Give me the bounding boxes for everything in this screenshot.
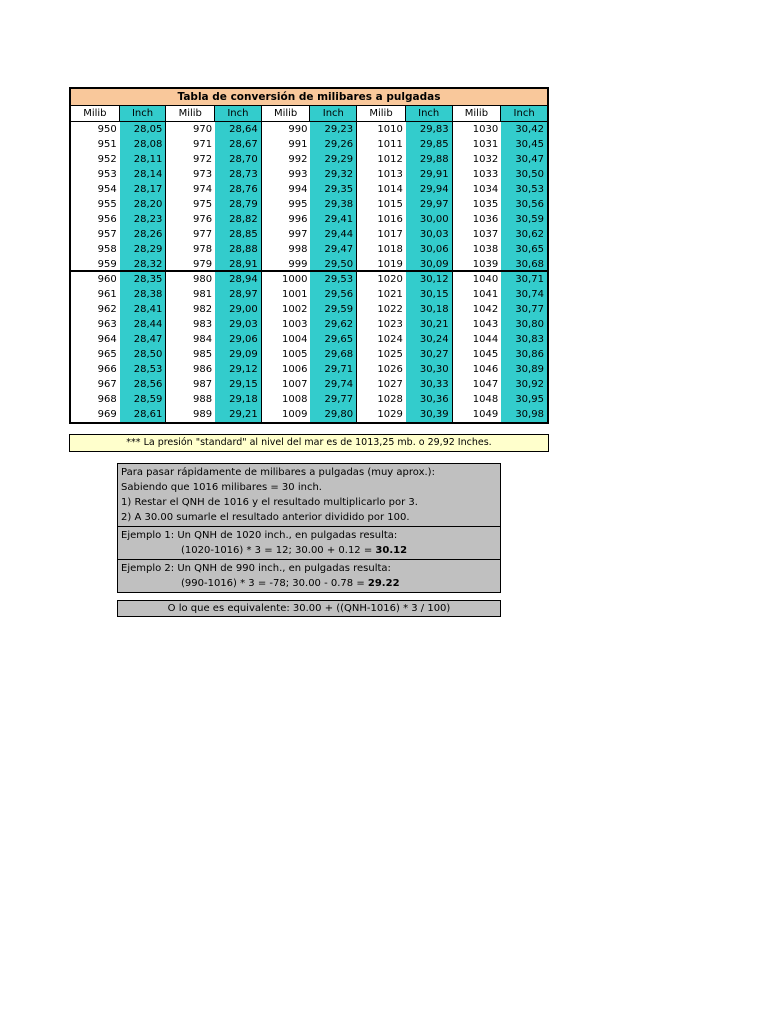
- inch-cell: 29,59: [324, 304, 354, 315]
- inch-cell: 28,44: [133, 319, 163, 330]
- inch-cell: 29,91: [419, 169, 449, 180]
- inch-cell: 28,26: [133, 229, 163, 240]
- inch-cell: 28,20: [133, 199, 163, 210]
- milib-cell: 985: [192, 349, 213, 360]
- table-body: [71, 122, 547, 422]
- example-2-result: 29.22: [367, 578, 400, 589]
- milib-cell: 979: [166, 257, 215, 272]
- milib-cell: 1028: [377, 394, 403, 405]
- milib-cell: 987: [192, 379, 213, 390]
- milib-cell: 1025: [377, 349, 403, 360]
- header-inch: Inch: [120, 106, 167, 121]
- inch-cell: 28,70: [229, 154, 258, 165]
- example-1-section: [118, 527, 500, 560]
- inch-cell: 30,68: [501, 257, 547, 272]
- milib-cell: 963: [97, 319, 117, 330]
- milib-cell: 1042: [472, 304, 499, 315]
- milib-cell: 984: [192, 334, 213, 345]
- milib-cell: 976: [192, 214, 213, 225]
- inch-cell: 28,85: [229, 229, 258, 240]
- inch-cell: 28,94: [229, 274, 258, 285]
- milib-cell: 977: [192, 229, 213, 240]
- inch-cell: 29,09: [229, 349, 258, 360]
- inch-cell: 30,92: [515, 379, 544, 390]
- milib-cell: 1017: [377, 229, 403, 240]
- inch-cell: 30,36: [419, 394, 449, 405]
- inch-column: [215, 122, 262, 422]
- milib-cell: 958: [97, 244, 117, 255]
- milib-cell: 965: [97, 349, 117, 360]
- inch-cell: 29,12: [229, 364, 258, 375]
- inch-cell: 28,53: [133, 364, 163, 375]
- inch-cell: 30,12: [419, 274, 449, 285]
- milib-cell: 974: [192, 184, 213, 195]
- inch-column: [310, 122, 357, 422]
- inch-cell: 28,97: [229, 289, 258, 300]
- inch-column: [501, 122, 547, 422]
- inch-cell: 30,59: [515, 214, 544, 225]
- milib-cell: 1046: [472, 364, 499, 375]
- inch-cell: 28,17: [133, 184, 163, 195]
- inch-cell: 30,98: [515, 409, 544, 420]
- milib-column: [357, 122, 406, 422]
- milib-cell: 1015: [377, 199, 403, 210]
- inch-cell: 28,41: [133, 304, 163, 315]
- milib-cell: 1048: [472, 394, 499, 405]
- milib-cell: 1004: [282, 334, 308, 345]
- milib-cell: 1026: [377, 364, 403, 375]
- milib-cell: 971: [192, 139, 213, 150]
- milib-cell: 1041: [472, 289, 499, 300]
- inch-cell: 29,97: [419, 199, 449, 210]
- milib-cell: 980: [192, 274, 213, 285]
- inch-cell: 29,41: [324, 214, 354, 225]
- inch-cell: 29,26: [324, 139, 354, 150]
- inch-cell: 28,91: [215, 257, 261, 272]
- example-2-title: Ejemplo 2: Un QNH de 990 inch., en pulgadas resulta:: [121, 563, 391, 574]
- example-1-result: 30.12: [375, 545, 408, 556]
- milib-cell: 1031: [472, 139, 499, 150]
- milib-cell: 951: [97, 139, 117, 150]
- inch-cell: 28,61: [133, 409, 163, 420]
- milib-cell: 1039: [453, 257, 502, 272]
- inch-cell: 30,74: [515, 289, 544, 300]
- inch-column: [406, 122, 453, 422]
- header-milib: Milib: [453, 106, 502, 121]
- milib-cell: 1044: [472, 334, 499, 345]
- inch-cell: 28,23: [133, 214, 163, 225]
- milib-cell: 1002: [282, 304, 308, 315]
- milib-cell: 954: [97, 184, 117, 195]
- milib-cell: 1014: [377, 184, 403, 195]
- inch-cell: 28,35: [133, 274, 163, 285]
- header-inch: Inch: [501, 106, 547, 121]
- milib-cell: 959: [71, 257, 120, 272]
- inch-cell: 30,53: [515, 184, 544, 195]
- milib-cell: 1034: [472, 184, 499, 195]
- inch-cell: 30,86: [515, 349, 544, 360]
- inch-cell: 29,15: [229, 379, 258, 390]
- milib-column: [71, 122, 120, 422]
- milib-cell: 1029: [377, 409, 403, 420]
- inch-cell: 30,39: [419, 409, 449, 420]
- inch-cell: 29,74: [324, 379, 354, 390]
- milib-cell: 1007: [282, 379, 308, 390]
- milib-cell: 952: [97, 154, 117, 165]
- milib-cell: 999: [262, 257, 311, 272]
- inch-cell: 29,06: [229, 334, 258, 345]
- milib-cell: 1047: [472, 379, 499, 390]
- example-1-calc: [121, 543, 497, 558]
- milib-cell: 956: [97, 214, 117, 225]
- milib-cell: 1043: [472, 319, 499, 330]
- milib-cell: 1001: [282, 289, 308, 300]
- milib-cell: 986: [192, 364, 213, 375]
- milib-cell: 955: [97, 199, 117, 210]
- inch-cell: 28,79: [229, 199, 258, 210]
- inch-cell: 29,47: [324, 244, 354, 255]
- milib-cell: 1005: [282, 349, 308, 360]
- inch-cell: 30,09: [406, 257, 452, 272]
- milib-cell: 950: [97, 124, 117, 135]
- inch-cell: 28,29: [133, 244, 163, 255]
- example-2-section: [118, 560, 500, 592]
- milib-cell: 1020: [377, 274, 403, 285]
- milib-cell: 1013: [377, 169, 403, 180]
- inch-cell: 30,80: [515, 319, 544, 330]
- milib-cell: 1008: [282, 394, 308, 405]
- method-section: [118, 464, 500, 527]
- milib-cell: 1019: [357, 257, 406, 272]
- inch-cell: 28,11: [133, 154, 163, 165]
- milib-cell: 961: [97, 289, 117, 300]
- milib-column: [453, 122, 502, 422]
- milib-cell: 989: [192, 409, 213, 420]
- inch-cell: 28,47: [133, 334, 163, 345]
- method-line-1: Sabiendo que 1016 milibares = 30 inch.: [121, 482, 322, 493]
- milib-cell: 1003: [282, 319, 308, 330]
- inch-cell: 29,00: [229, 304, 258, 315]
- inch-cell: 29,03: [229, 319, 258, 330]
- milib-cell: 1033: [472, 169, 499, 180]
- milib-cell: 993: [288, 169, 308, 180]
- inch-cell: 30,62: [515, 229, 544, 240]
- inch-cell: 30,33: [419, 379, 449, 390]
- inch-cell: 30,15: [419, 289, 449, 300]
- milib-cell: 1018: [377, 244, 403, 255]
- inch-cell: 29,71: [324, 364, 354, 375]
- inch-cell: 29,50: [310, 257, 356, 272]
- milib-cell: 988: [192, 394, 213, 405]
- inch-cell: 29,35: [324, 184, 354, 195]
- milib-cell: 1000: [282, 274, 308, 285]
- inch-cell: 28,73: [229, 169, 258, 180]
- milib-cell: 1045: [472, 349, 499, 360]
- milib-cell: 972: [192, 154, 213, 165]
- milib-column: [166, 122, 215, 422]
- milib-cell: 992: [288, 154, 308, 165]
- inch-cell: 29,21: [229, 409, 258, 420]
- inch-cell: 30,06: [419, 244, 449, 255]
- method-line-2: 1) Restar el QNH de 1016 y el resultado multiplicarlo por 3.: [121, 497, 418, 508]
- milib-cell: 966: [97, 364, 117, 375]
- inch-cell: 30,18: [419, 304, 449, 315]
- milib-cell: 981: [192, 289, 213, 300]
- milib-cell: 1036: [472, 214, 499, 225]
- milib-cell: 1027: [377, 379, 403, 390]
- milib-cell: 1021: [377, 289, 403, 300]
- inch-cell: 28,67: [229, 139, 258, 150]
- milib-cell: 991: [288, 139, 308, 150]
- inch-cell: 30,65: [515, 244, 544, 255]
- milib-cell: 1012: [377, 154, 403, 165]
- formula-box: O lo que es equivalente: 30.00 + ((QNH-1016) * 3 / 100): [117, 600, 501, 617]
- milib-cell: 982: [192, 304, 213, 315]
- header-milib: Milib: [71, 106, 120, 121]
- inch-cell: 30,21: [419, 319, 449, 330]
- inch-cell: 30,50: [515, 169, 544, 180]
- header-milib: Milib: [262, 106, 311, 121]
- milib-cell: 1040: [472, 274, 499, 285]
- inch-cell: 28,50: [133, 349, 163, 360]
- milib-cell: 973: [192, 169, 213, 180]
- inch-cell: 29,68: [324, 349, 354, 360]
- explanation-box: [117, 463, 501, 593]
- milib-cell: 1023: [377, 319, 403, 330]
- milib-column: [262, 122, 311, 422]
- inch-cell: 28,56: [133, 379, 163, 390]
- inch-cell: 29,65: [324, 334, 354, 345]
- inch-cell: 29,62: [324, 319, 354, 330]
- milib-cell: 990: [288, 124, 308, 135]
- inch-cell: 30,30: [419, 364, 449, 375]
- milib-cell: 1030: [472, 124, 499, 135]
- milib-cell: 998: [288, 244, 308, 255]
- header-inch: Inch: [310, 106, 357, 121]
- inch-cell: 29,44: [324, 229, 354, 240]
- header-inch: Inch: [406, 106, 453, 121]
- table-title: Tabla de conversión de milibares a pulgadas: [71, 89, 547, 106]
- method-line-3: 2) A 30.00 sumarle el resultado anterior dividido por 100.: [121, 512, 410, 523]
- inch-cell: 30,56: [515, 199, 544, 210]
- inch-cell: 30,95: [515, 394, 544, 405]
- milib-cell: 969: [97, 409, 117, 420]
- milib-cell: 960: [97, 274, 117, 285]
- example-2-calc: [121, 576, 497, 591]
- milib-cell: 995: [288, 199, 308, 210]
- inch-cell: 28,08: [133, 139, 163, 150]
- example-2-calc-text: (990-1016) * 3 = -78; 30.00 - 0.78 =: [181, 578, 368, 589]
- milib-cell: 962: [97, 304, 117, 315]
- milib-cell: 975: [192, 199, 213, 210]
- example-1-title: Ejemplo 1: Un QNH de 1020 inch., en pulgadas resulta:: [121, 530, 398, 541]
- milib-cell: 1009: [282, 409, 308, 420]
- inch-cell: 29,80: [324, 409, 354, 420]
- milib-cell: 953: [97, 169, 117, 180]
- inch-cell: 30,27: [419, 349, 449, 360]
- inch-cell: 30,71: [515, 274, 544, 285]
- milib-cell: 964: [97, 334, 117, 345]
- milib-cell: 968: [97, 394, 117, 405]
- inch-cell: 30,24: [419, 334, 449, 345]
- inch-cell: 30,77: [515, 304, 544, 315]
- inch-cell: 28,14: [133, 169, 163, 180]
- milib-cell: 1035: [472, 199, 499, 210]
- inch-cell: 29,18: [229, 394, 258, 405]
- inch-cell: 28,32: [120, 257, 166, 272]
- milib-cell: 1038: [472, 244, 499, 255]
- inch-cell: 29,32: [324, 169, 354, 180]
- milib-cell: 1022: [377, 304, 403, 315]
- milib-cell: 1011: [377, 139, 403, 150]
- inch-cell: 29,29: [324, 154, 354, 165]
- method-intro: Para pasar rápidamente de milibares a pulgadas (muy aprox.):: [121, 467, 435, 478]
- inch-cell: 30,00: [419, 214, 449, 225]
- inch-cell: 28,88: [229, 244, 258, 255]
- header-milib: Milib: [166, 106, 215, 121]
- conversion-table: [69, 87, 549, 424]
- inch-cell: 30,83: [515, 334, 544, 345]
- inch-cell: 29,38: [324, 199, 354, 210]
- inch-cell: 28,64: [229, 124, 258, 135]
- inch-cell: 28,38: [133, 289, 163, 300]
- inch-cell: 28,82: [229, 214, 258, 225]
- inch-cell: 30,89: [515, 364, 544, 375]
- inch-cell: 30,03: [419, 229, 449, 240]
- milib-cell: 957: [97, 229, 117, 240]
- inch-cell: 29,88: [419, 154, 449, 165]
- inch-cell: 29,77: [324, 394, 354, 405]
- inch-cell: 28,59: [133, 394, 163, 405]
- inch-cell: 29,23: [324, 124, 354, 135]
- inch-column: [120, 122, 167, 422]
- milib-cell: 967: [97, 379, 117, 390]
- milib-cell: 978: [192, 244, 213, 255]
- inch-cell: 30,42: [515, 124, 544, 135]
- inch-cell: 30,45: [515, 139, 544, 150]
- header-milib: Milib: [357, 106, 406, 121]
- inch-cell: 29,53: [324, 274, 354, 285]
- header-inch: Inch: [215, 106, 262, 121]
- milib-cell: 970: [192, 124, 213, 135]
- milib-cell: 1037: [472, 229, 499, 240]
- inch-cell: 30,47: [515, 154, 544, 165]
- milib-cell: 1016: [377, 214, 403, 225]
- standard-pressure-note: *** La presión "standard" al nivel del mar es de 1013,25 mb. o 29,92 Inches.: [69, 434, 549, 452]
- column-header-row: [71, 106, 547, 122]
- example-1-calc-text: (1020-1016) * 3 = 12; 30.00 + 0.12 =: [181, 545, 376, 556]
- milib-cell: 1032: [472, 154, 499, 165]
- milib-cell: 997: [288, 229, 308, 240]
- milib-cell: 983: [192, 319, 213, 330]
- milib-cell: 1024: [377, 334, 403, 345]
- milib-cell: 1010: [377, 124, 403, 135]
- inch-cell: 28,05: [133, 124, 163, 135]
- inch-cell: 29,85: [419, 139, 449, 150]
- inch-cell: 28,76: [229, 184, 258, 195]
- milib-cell: 996: [288, 214, 308, 225]
- inch-cell: 29,83: [419, 124, 449, 135]
- milib-cell: 1006: [282, 364, 308, 375]
- inch-cell: 29,94: [419, 184, 449, 195]
- milib-cell: 994: [288, 184, 308, 195]
- milib-cell: 1049: [472, 409, 499, 420]
- inch-cell: 29,56: [324, 289, 354, 300]
